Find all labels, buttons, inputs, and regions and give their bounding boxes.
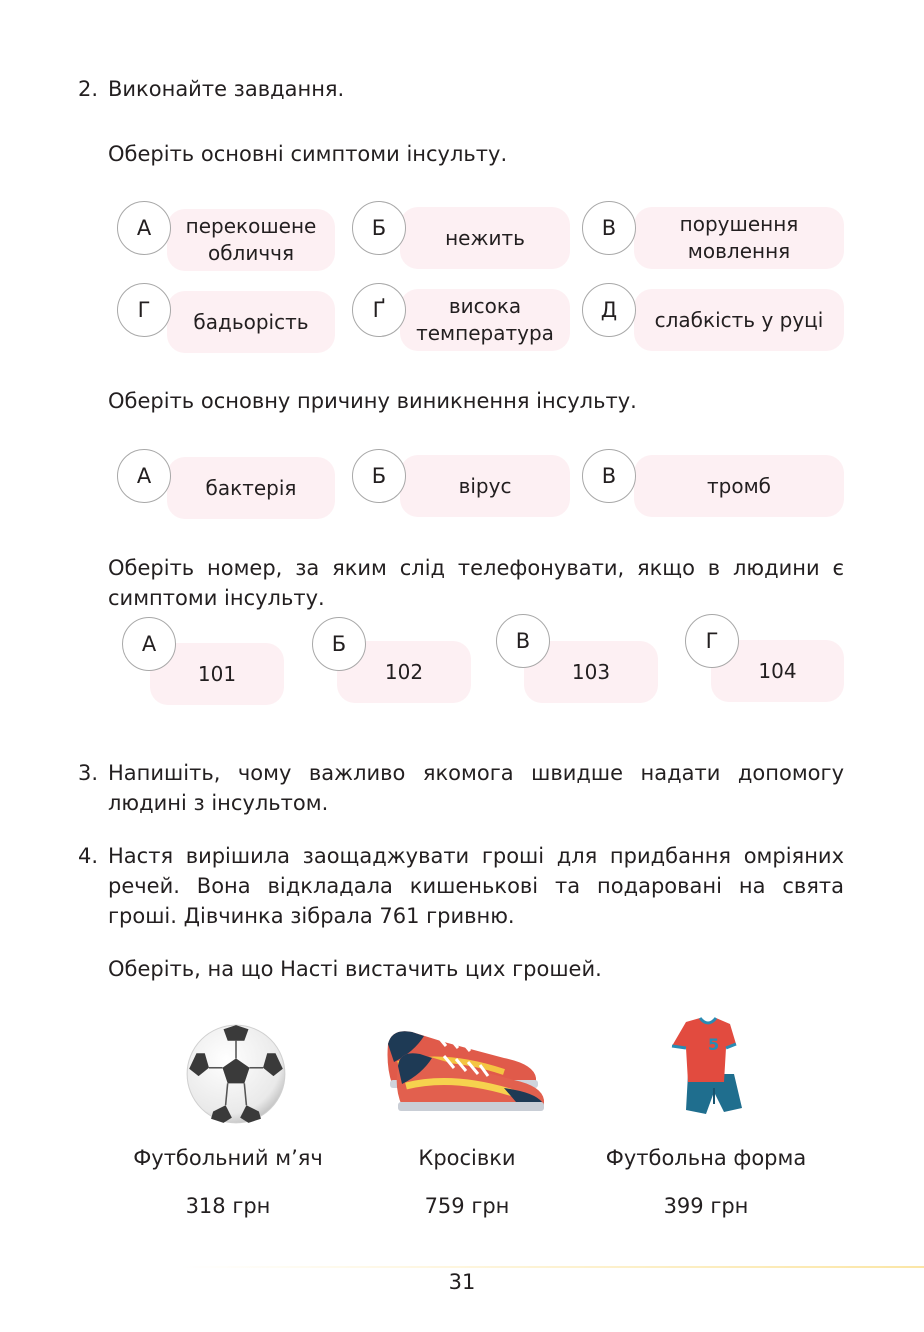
option-letter: А	[117, 201, 171, 255]
task-2-title: Виконайте завдання.	[108, 77, 345, 101]
task-4-text: Настя вирішила заощаджувати гроші для придбання омріяних речей. Вона відкладала кишенькові та подаровані на свята гроші. Дівчинка зібрала 761 гривню.	[108, 844, 844, 928]
option-letter: А	[122, 617, 176, 671]
task-3-number: 3.	[78, 761, 99, 785]
product-price: 759 грн	[424, 1194, 510, 1218]
option-text: 102	[337, 641, 471, 703]
page-number: 31	[448, 1270, 476, 1294]
soccer-ball-icon	[184, 1022, 288, 1126]
option-text: вірус	[400, 455, 570, 517]
task-4-number: 4.	[78, 844, 99, 868]
option-text: висока температура	[400, 289, 570, 351]
shirt-number: 5	[708, 1035, 720, 1054]
option-text: 103	[524, 641, 658, 703]
option-text: слабкість у руці	[634, 289, 844, 351]
option-text: нежить	[400, 207, 570, 269]
q2-prompt: Оберіть основну причину виникнення інсульту.	[108, 389, 637, 413]
football-kit-icon	[664, 1014, 746, 1118]
product-ball[interactable]	[112, 1146, 344, 1236]
product-name: Футбольний м’яч	[133, 1146, 323, 1170]
option-letter: А	[117, 449, 171, 503]
option-text: 101	[150, 643, 284, 705]
q3-prompt: Оберіть номер, за яким слід телефонувати, якщо в людини є симптоми інсульту.	[108, 556, 844, 610]
option-letter: Г	[117, 283, 171, 337]
option-text: порушення мовлення	[634, 207, 844, 269]
option-text: бактерія	[167, 457, 335, 519]
product-price: 399 грн	[663, 1194, 749, 1218]
option-text: тромб	[634, 455, 844, 517]
option-text: 104	[711, 640, 844, 702]
product-sneakers[interactable]	[378, 1146, 556, 1236]
option-letter: Д	[582, 283, 636, 337]
footer-divider	[180, 1266, 924, 1268]
option-letter: В	[582, 201, 636, 255]
option-text: бадьорість	[167, 291, 335, 353]
product-name: Футбольна форма	[605, 1146, 807, 1170]
task-3-text: Напишіть, чому важливо якомога швидше надати допомогу людині з інсультом.	[108, 761, 844, 815]
sneakers-icon	[384, 1022, 546, 1116]
product-name: Кросівки	[418, 1146, 516, 1170]
product-football-kit[interactable]	[586, 1146, 826, 1236]
task-4-prompt: Оберіть, на що Насті вистачить цих грошей.	[108, 957, 602, 981]
option-letter: Г	[685, 614, 739, 668]
product-price: 318 грн	[185, 1194, 271, 1218]
option-letter: Б	[312, 617, 366, 671]
option-letter: Б	[352, 449, 406, 503]
option-letter: В	[496, 614, 550, 668]
task-2-number: 2.	[78, 77, 99, 101]
option-letter: Ґ	[352, 283, 406, 337]
option-text: перекошене обличчя	[167, 209, 335, 271]
q1-prompt: Оберіть основні симптоми інсульту.	[108, 142, 508, 166]
option-letter: В	[582, 449, 636, 503]
option-letter: Б	[352, 201, 406, 255]
